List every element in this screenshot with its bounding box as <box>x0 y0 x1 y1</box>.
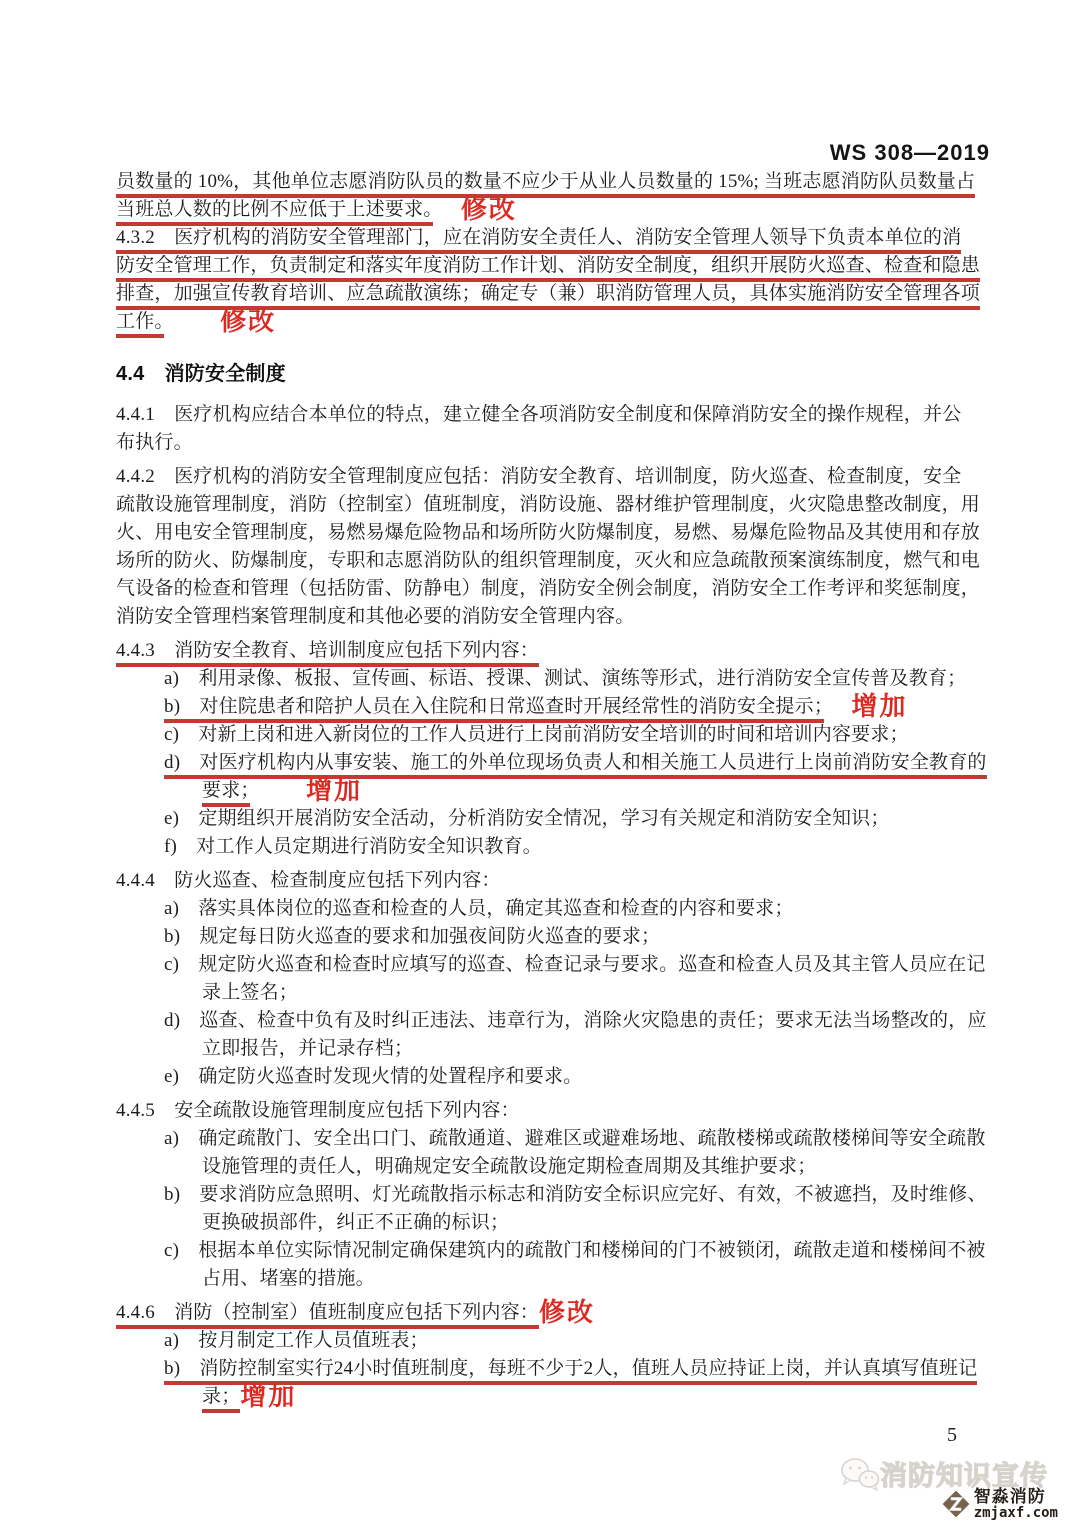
doc-line <box>116 1237 986 1265</box>
text-run: e) 确定防火巡查时发现火情的处置程序和要求。 <box>164 1066 583 1087</box>
doc-line <box>116 1209 972 1237</box>
standard-code-header: WS 308—2019 <box>829 140 990 165</box>
brand-url: zmjaxf.com <box>973 1504 1058 1521</box>
doc-line <box>116 895 972 923</box>
revised-text-underlined: b) 消防控制室实行24小时值班制度，每班不少于2人，值班人员应持证上岗，并认真填写值班记 <box>164 1358 977 1385</box>
revision-annotation: 增加 <box>240 1382 297 1412</box>
doc-line <box>116 923 972 951</box>
doc-line <box>116 951 986 979</box>
text-run: a) 落实具体岗位的巡查和检查的人员，确定其巡查和检查的内容和要求； <box>164 898 794 919</box>
text-run: c) 根据本单位实际情况制定确保建筑内的疏散门和楼梯间的门不被锁闭，疏散走道和楼梯间不被 <box>164 1240 986 1261</box>
text-run: 布执行。 <box>116 432 193 453</box>
doc-line <box>116 777 972 805</box>
doc-line <box>116 308 972 336</box>
doc-line <box>116 805 972 833</box>
revised-text-underlined: 4.4.6 消防（控制室）值班制度应包括下列内容： <box>116 1302 539 1329</box>
revision-annotation: 修改 <box>432 195 517 225</box>
text-run: 场所的防火、防爆制度，专职和志愿消防队的组织管理制度，灭火和应急疏散预案演练制度，燃气和电 <box>116 550 981 571</box>
revised-text-underlined: 4.3.2 医疗机构的消防安全管理部门，应在消防安全责任人、消防安全管理人领导下负责本单位的消 <box>116 227 961 254</box>
text-run: 设施管理的责任人，明确规定安全疏散设施定期检查周期及其维护要求； <box>202 1156 817 1177</box>
text-run: 4.4.4 防火巡查、检查制度应包括下列内容： <box>116 870 501 891</box>
doc-line <box>116 1383 972 1411</box>
doc-line <box>116 1327 972 1355</box>
doc-line <box>116 665 972 693</box>
doc-line <box>116 575 981 603</box>
doc-line <box>116 867 972 895</box>
text-run: e) 定期组织开展消防安全活动，分析消防安全情况，学习有关规定和消防安全知识； <box>164 808 890 829</box>
text-run: 疏散设施管理制度，消防（控制室）值班制度，消防设施、器材维护管理制度，火灾隐患整改制度，用 <box>116 494 981 515</box>
brand-logo <box>942 1488 1058 1521</box>
revised-text-underlined: 员数量的 10%，其他单位志愿消防队员的数量不应少于从业人员数量的 15%; 当班志愿消防队员数量占 <box>116 171 975 198</box>
doc-line <box>116 401 972 429</box>
doc-line <box>116 547 981 575</box>
revision-annotation: 修改 <box>164 307 277 337</box>
text-run: 立即报告，并记录存档； <box>202 1038 414 1059</box>
doc-line <box>116 519 981 547</box>
revised-text-underlined: 4.4.3 消防安全教育、培训制度应包括下列内容： <box>116 640 539 667</box>
doc-line <box>116 833 972 861</box>
text-run: 录上签名； <box>202 982 299 1003</box>
doc-line <box>116 1097 972 1125</box>
revised-text-underlined: 工作。 <box>116 311 164 338</box>
text-run: b) 规定每日防火巡查的要求和加强夜间防火巡查的要求； <box>164 926 661 947</box>
watermark-label: 消防知识宣传 <box>880 1461 1048 1491</box>
brand-name: 智淼消防 <box>973 1487 1046 1506</box>
doc-line <box>116 1063 972 1091</box>
revised-text-underlined: 排查，加强宣传教育培训、应急疏散演练；确定专（兼）职消防管理人员，具体实施消防安全管理各项 <box>116 283 980 310</box>
doc-line <box>116 463 972 491</box>
text-run: 4.4.1 医疗机构应结合本单位的特点，建立健全各项消防安全制度和保障消防安全的操作规程，并公 <box>116 404 962 425</box>
doc-line <box>116 1299 972 1327</box>
doc-line <box>116 360 972 389</box>
revised-text-underlined: 当班总人数的比例不应低于上述要求。 <box>116 199 433 226</box>
text-run: 4.4.5 安全疏散设施管理制度应包括下列内容： <box>116 1100 520 1121</box>
text-run: 气设备的检查和管理（包括防雷、防静电）制度，消防安全例会制度，消防安全工作考评和奖惩制度， <box>116 578 981 599</box>
doc-line <box>116 721 972 749</box>
doc-line <box>116 1125 986 1153</box>
text-run: 火、用电安全管理制度，易燃易爆危险物品和场所防火防爆制度，易燃、易爆危险物品及其使用和存放 <box>116 522 981 543</box>
document-body <box>116 168 987 1412</box>
doc-line <box>116 196 972 224</box>
doc-line <box>116 749 987 777</box>
doc-line <box>116 979 972 1007</box>
watermark <box>840 1454 1072 1524</box>
revised-text-underlined: 防安全管理工作，负责制定和落实年度消防工作计划、消防安全制度，组织开展防火巡查、检查和隐患 <box>116 255 980 282</box>
text-run: f) 对工作人员定期进行消防安全知识教育。 <box>164 836 542 857</box>
doc-line <box>116 252 981 280</box>
doc-line <box>116 603 972 631</box>
wechat-icon <box>840 1456 880 1492</box>
revision-annotation: 增加 <box>823 692 908 722</box>
doc-line <box>116 1355 978 1383</box>
text-run: 占用、堵塞的措施。 <box>202 1268 375 1289</box>
doc-line <box>116 693 972 721</box>
doc-line <box>116 491 981 519</box>
doc-line <box>116 429 972 457</box>
doc-line <box>116 168 976 196</box>
doc-line <box>116 1153 972 1181</box>
brand-logo-icon <box>942 1490 970 1518</box>
doc-line <box>116 1181 987 1209</box>
page-number: 5 <box>947 1424 957 1446</box>
revised-text-underlined: d) 对医疗机构内从事安装、施工的外单位现场负责人和相关施工人员进行上岗前消防安全教育的 <box>164 752 987 779</box>
revised-text-underlined: b) 对住院患者和陪护人员在入住院和日常巡查时开展经常性的消防安全提示； <box>164 696 824 723</box>
text-run: a) 利用录像、板报、宣传画、标语、授课、测试、演练等形式，进行消防安全宣传普及教育； <box>164 668 967 689</box>
text-run: a) 确定疏散门、安全出口门、疏散通道、避难区或避难场地、疏散楼梯或疏散楼梯间等安全疏散 <box>164 1128 986 1149</box>
text-run: d) 巡查、检查中负有及时纠正违法、违章行为，消除火灾隐患的责任；要求无法当场整改的，应 <box>164 1010 987 1031</box>
section-heading: 4.4 消防安全制度 <box>116 363 286 385</box>
revision-annotation: 增加 <box>250 776 363 806</box>
text-run: c) 规定防火巡查和检查时应填写的巡查、检查记录与要求。巡查和检查人员及其主管人员应在记 <box>164 954 986 975</box>
doc-line <box>116 637 972 665</box>
revised-text-underlined: 要求； <box>202 780 250 807</box>
doc-line <box>116 1007 987 1035</box>
doc-line <box>116 1035 972 1063</box>
revision-annotation: 修改 <box>539 1298 596 1328</box>
doc-line <box>116 1265 972 1293</box>
doc-line <box>116 280 981 308</box>
text-run: c) 对新上岗和进入新岗位的工作人员进行上岗前消防安全培训的时间和培训内容要求； <box>164 724 909 745</box>
text-run: 4.4.2 医疗机构的消防安全管理制度应包括：消防安全教育、培训制度，防火巡查、检查制度，安全 <box>116 466 962 487</box>
text-run: 更换破损部件，纠正不正确的标识； <box>202 1212 510 1233</box>
text-run: b) 要求消防应急照明、灯光疏散指示标志和消防安全标识应完好、有效，不被遮挡，及时维修、 <box>164 1184 987 1205</box>
text-run: a) 按月制定工作人员值班表； <box>164 1330 429 1351</box>
doc-line <box>116 224 972 252</box>
revised-text-underlined: 录； <box>202 1386 240 1413</box>
text-run: 消防安全管理档案管理制度和其他必要的消防安全管理内容。 <box>116 606 635 627</box>
